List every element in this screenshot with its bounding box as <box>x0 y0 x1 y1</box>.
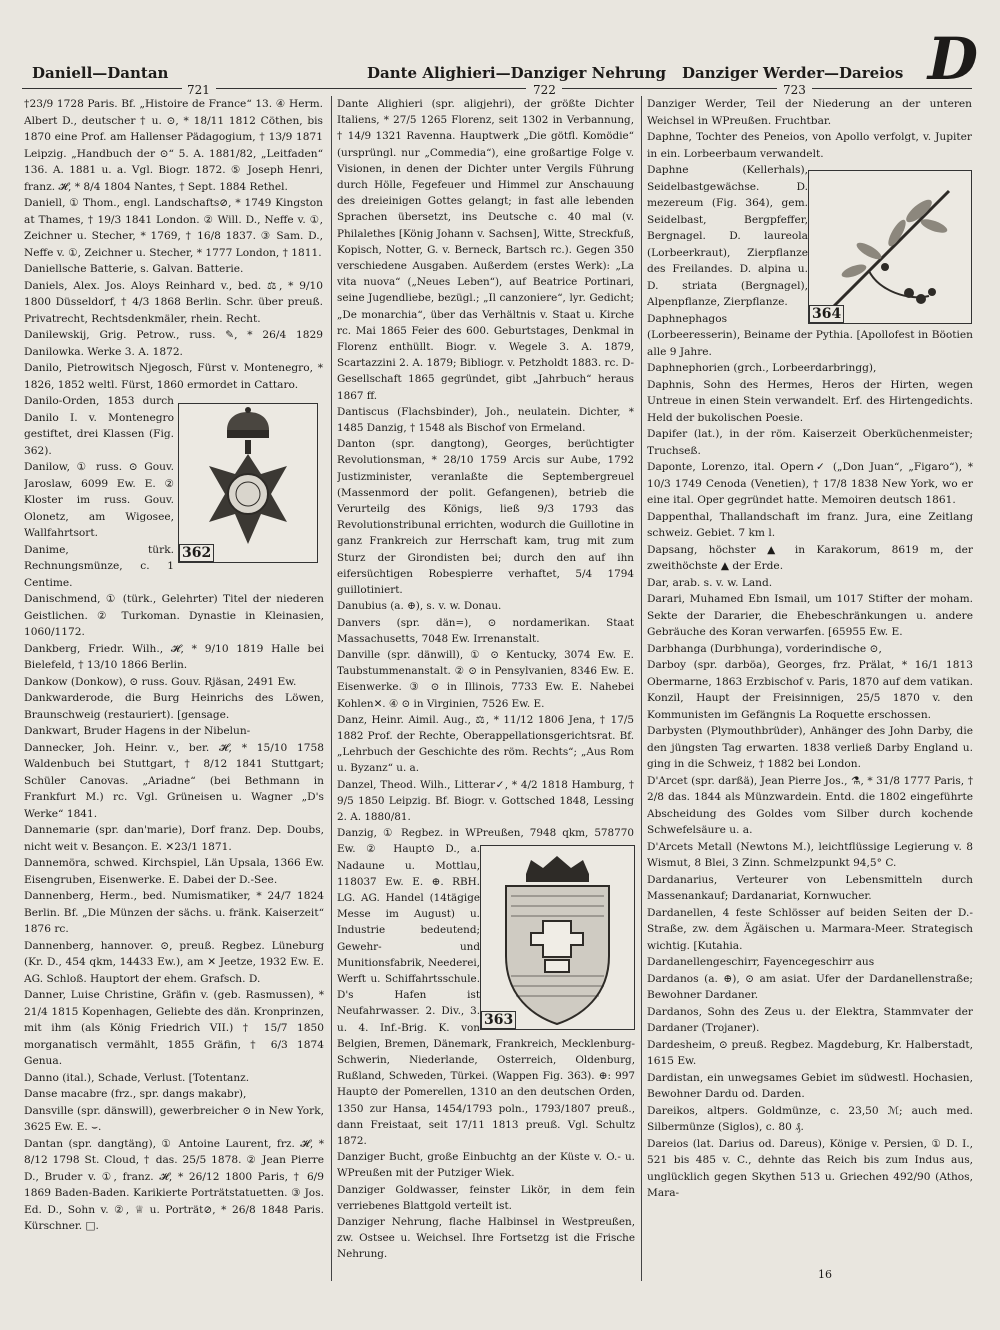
dictionary-entry: Daphnis, Sohn des Hermes, Heros der Hirten, wegen Untreue in einen Stein verwandelt. Erf. des Hirtengedichts. Held der bukolischen Poesie. <box>647 378 973 424</box>
page-number-center: 722 <box>533 83 556 97</box>
dictionary-entry: Dapsang, höchster ▲ in Karakorum, 8619 m, der zweithöchste ▲ der Erde. <box>647 543 973 572</box>
dictionary-entry: Danzel, Theod. Wilh., Litterar✓, * 4/2 1818 Hamburg, † 9/5 1850 Leipzig. Bf. Biogr. v. Gottsched 1848, Lessing 2. A. 1880/81. <box>337 778 634 823</box>
dictionary-entry: Dantiscus (Flachsbinder), Joh., neulatein. Dichter, * 1485 Danzig, † 1548 als Bischof von Ermeland. <box>337 405 634 435</box>
figure-362-order-cross <box>178 403 318 563</box>
dictionary-entry: Daniellsche Batterie, s. Galvan. Batterie. <box>24 263 244 275</box>
dictionary-entry: Daphnephagos (Lorbeeresserin), Beiname der Pythia. [Apollofest in Böotien alle 9 Jahre. <box>647 312 973 358</box>
dictionary-entry: Dareikos, altpers. Goldmünze, c. 23,50 ℳ; auch med. Silbermünze (Siglos), c. 80 ₰. <box>647 1104 973 1133</box>
dictionary-entry: Dardanarius, Verteurer von Lebensmitteln durch Massenankauf; Dardanariat, Kornwucher. <box>647 873 973 902</box>
figure-364-daphne-plant <box>808 170 972 324</box>
header-rule <box>812 88 972 89</box>
figure-363-danzig-arms <box>480 845 635 1030</box>
dictionary-entry: Daphnephorien (grch., Lorbeerdarbringg), <box>647 362 877 374</box>
dictionary-entry: Daphne (Kellerhals), Seidelbastgewächse. D. mezereum (Fig. 364), gem. Seidelbast, Bergpfeffer, Bergnagel. D. laureola (Lorbeerkraut), Zierpflanze des Freilandes. D. alpina u. D. striata (Bergnagel), Alpenpflanze, Zierpflanze. <box>647 164 808 308</box>
dictionary-entry: Darbysten (Plymouthbrüder), Anhänger des John Darby, die den jüngsten Tag erwarten. 1838 verließ Darby England u. ging in die Schweiz, † 1882 bei London. <box>647 725 973 770</box>
figure-offset <box>323 96 324 403</box>
dictionary-entry: Danton (spr. dangtong), Georges, berüchtigter Revolutionsman, * 28/10 1759 Arcis sur Aube, 1792 Justizminister, veranlaßte die Septembergreuel (Massenmord der polit. Gefangenen), betrieb die Verurteilg des Königs, ließ 9/3 1793 das Revolutionstribunal errichten, wodurch die Guillotine in ganz Frankreich zur Herrschaft kam, trug mit zum Sturz der Girondisten bei; durch den auf ihn eifersüchtigen Robespierre verhaftet, 5/4 1794 guillotiniert. <box>337 438 634 597</box>
header-rule <box>22 88 182 89</box>
column-divider <box>331 96 332 1281</box>
dictionary-entry: Dannemöra, schwed. Kirchspiel, Län Upsala, 1366 Ew. Eisengruben, Eisenwerke. E. Dabei der D.-See. <box>24 857 324 886</box>
figure-label: 364 <box>809 305 844 323</box>
dictionary-entry: Dankwart, Bruder Hagens in der Nibelun- <box>24 725 251 737</box>
dictionary-entry: Darbhanga (Durbhunga), vorderindische ⊙, <box>647 642 882 655</box>
page-number-left: 721 <box>187 83 210 97</box>
dictionary-entry: Dannenberg, Herm., bed. Numismatiker, * 24/7 1824 Berlin. Bf. „Die Münzen der sächs. u. fränk. Kaiserzeit“ 1876 rc. <box>24 890 324 935</box>
header-rule <box>216 88 526 89</box>
dictionary-entry: Dantan (spr. dangtäng), ① Antoine Laurent, frz. 𝓗, * 8/12 1798 St. Cloud, † das. 25/5 1878. ② Jean Pierre D., Bruder v. ①, franz. 𝓗, * 26/12 1800 Paris, † 6/9 1869 Baden-Baden. Karikierte Porträtstatuetten. ③ Jos. Ed. D., Sohn v. ②, ♕ u. Porträt⊘, * 26/8 1848 Paris. Kürschner. □. <box>24 1137 324 1232</box>
dictionary-entry: Dar, arab. s. v. w. Land. <box>647 576 773 589</box>
dictionary-entry: Daniels, Alex. Jos. Aloys Reinhard v., bed. ⚖, * 9/10 1800 Düsseldorf, † 4/3 1868 Berlin. Schr. über preuß. Privatrecht, Rechtsdenkmäler, rhein. Recht. <box>24 279 323 325</box>
dictionary-entry: Dansville (spr. dänswill), gewerbreicher ⊙ in New York, 3625 Ew. E. ⌣. <box>24 1104 324 1133</box>
dictionary-entry: Dardanellen, 4 feste Schlösser auf beiden Seiten der D.-Straße, zw. dem Ägäischen u. Marmara-Meer. Strategisch wichtig. [Kutahia. <box>647 906 973 952</box>
dictionary-entry: Danime, türk. Rechnungsmünze, c. 1 Centime. <box>24 543 174 589</box>
dictionary-entry: Darari, Muhamed Ebn Ismail, um 1017 Stifter der moham. Sekte der Dararier, die Ehebeschränkungen u. andere Gebräuche des Koran verwarfen. [65955 Ew. E. <box>647 593 973 638</box>
dictionary-entry: Danilewskij, Grig. Petrow., russ. ✎, * 26/4 1829 Danilowka. Werke 3. A. 1872. <box>24 329 323 358</box>
coat-of-arms-icon <box>481 846 634 1029</box>
dictionary-entry: Danville (spr. dänwill), ① ⊙ Kentucky, 3074 Ew. E. Taubstummenanstalt. ② ⊙ in Pensylvanien, 8346 Ew. E. Eisenwerke. ③ ⊙ in Illinois, 7733 Ew. E. Nahebei Kohlen✕. ④ ⊙ in Virginien, 7526 Ew. E. <box>337 648 634 710</box>
page-number-right: 723 <box>783 83 806 97</box>
header-left: Daniell—Dantan <box>32 64 169 82</box>
header-right: Danziger Werder—Dareios <box>682 64 904 82</box>
dictionary-entry: Daniell, ① Thom., engl. Landschafts⊘, * 1749 Kingston at Thames, † 19/3 1841 London. ② Will. D., Neffe v. ①, Zeichner u. Stecher, * 1769, † 16/8 1837. ③ Sam. D., Neffe v. ①, Zeichner u. Stecher, * 1777 London, † 1811. <box>24 197 323 259</box>
header-center: Dante Alighieri—Danziger Nehrung <box>367 64 666 82</box>
dictionary-entry: Darboy (spr. darböa), Georges, frz. Prälat, * 16/1 1813 Obermarne, 1863 Erzbischof v. Paris, 1870 auf dem vatikan. Konzil, Haupt der Freisinnigen, 25/5 1870 v. den Kommunisten im Gefängnis La Roquette erschossen. <box>647 659 973 721</box>
dictionary-entry: Danziger Bucht, große Einbuchtg an der Küste v. O.- u. WPreußen mit der Putziger Wiek. <box>337 1151 635 1180</box>
dictionary-entry: Danzig, ① Regbez. in WPreußen, 7948 qkm, 578770 Ew. ② Haupt⊙ D., a. Nadaune u. Mottlau, 118037 Ew. E. ⊕. RBH. LG. AG. Handel (14tägige Messe im August) u. Industrie bedeutend; Gewehr- und Munitionsfabrik, Neederei, Werft u. Schiffahrtsschule. D's Hafen ist Neufahrwasser. 2. Div., 3. u. 4. Inf.-Brig. K. von Belgien, Bremen, Dänemark, Frankreich, Mecklenburg-Schwerin, Niederlande, Osterreich, Oldenburg, Rußland, Schweden, Türkei. (Wappen Fig. 363). ⊕: 997 Haupt⊙ der Pomerellen, 1310 an den deutschen Orden, 1350 zur Hansa, 1454/1793 poln., 1793/1807 preuß., dann Freistaat, seit 17/11 1813 preuß. Vgl. Schultz 1872. <box>337 827 635 1147</box>
dictionary-entry: Danz, Heinr. Aimil. Aug., ⚖, * 11/12 1806 Jena, † 17/5 1882 Prof. der Rechte, Oberappellationsgerichtsrat. Bf. „Lehrbuch der Geschichte des röm. Rechts“; „Aus Rom u. Byzanz“ u. a. <box>337 713 634 775</box>
dictionary-entry: Daponte, Lorenzo, ital. Opern✓ („Don Juan“, „Figaro“), * 10/3 1749 Cenoda (Venetien), † 17/8 1838 New York, wo er eine ital. Oper gegründet hatte. Memoiren deutsch 1861. <box>647 461 973 506</box>
dictionary-entry: Danilo, Pietrowitsch Njegosch, Fürst v. Montenegro, * 1826, 1852 weltl. Fürst, 1860 ermordet in Cattaro. <box>24 362 323 391</box>
section-letter: D <box>927 25 978 93</box>
figure-offset <box>634 96 635 845</box>
dictionary-entry: Danziger Werder, Teil der Niederung an der unteren Weichsel in WPreußen. Fruchtbar. <box>647 98 972 127</box>
dictionary-entry: Danner, Luise Christine, Gräfin v. (geb. Rasmussen), * 21/4 1815 Kopenhagen, Geliebte des dän. Kronprinzen, mit ihm (als König Friedrich VII.) † 15/7 1850 morganatisch vermählt, 1855 Gräfin, † 6/3 1874 Genua. <box>24 989 324 1067</box>
dictionary-entry: Danse macabre (frz., spr. dangs makabr), <box>24 1088 247 1100</box>
dictionary-entry: Dareios (lat. Darius od. Dareus), Könige v. Persien, ① D. I., 521 bis 485 v. C., dehnte das Reich bis zum Indus aus, unglücklich gegen Skythen 513 u. Griechen 492/90 (Athos, Mara- <box>647 1137 973 1199</box>
dictionary-entry: D'Arcet (spr. darßä), Jean Pierre Jos., ⚗, * 31/8 1777 Paris, † 2/8 das. 1844 als Münzwardein. Entd. die 1802 eingeführte Abscheidung des Goldes vom Silber durch kochende Schwefelsäure u. a. <box>647 774 973 836</box>
column-1 <box>24 96 324 1235</box>
dictionary-entry: Daphne, Tochter des Peneios, von Apollo verfolgt, v. Jupiter in ein. Lorbeerbaum verwandelt. <box>647 131 972 160</box>
dictionary-entry: Dardesheim, ⊙ preuß. Regbez. Magdeburg, Kr. Halberstadt, 1615 Ew. <box>647 1038 973 1067</box>
dictionary-entry: Dardanellengeschirr, Fayencegeschirr aus <box>647 956 875 968</box>
dictionary-entry: Danubius (a. ⊕), s. v. w. Donau. <box>337 600 502 613</box>
dictionary-entry: Dapifer (lat.), in der röm. Kaiserzeit Oberküchenmeister; Truchseß. <box>647 428 973 457</box>
dictionary-entry: Dante Alighieri (spr. aligjehri), der größte Dichter Italiens, * 27/5 1265 Florenz, seit 1302 in Verbannung, † 14/9 1321 Ravenna. Hauptwerk „Die götfl. Komödie“ (ursprüngl. nur „Commedia“), eine großartige Folge v. Visionen, in denen der Dichter unter Vergils Führung durch Hölle, Fegefeuer und Himmel zur Anschauung des dreieinigen Gottes gelangt; in fast alle lebenden Sprachen übersetzt, ins Deutsche c. 40 mal (v. Philalethes [König Johann v. Sachsen], Witte, Streckfuß, Kopisch, Notter, G. v. Berneck, Bartsch rc.). Gegen 350 verschiedene Ausgaben. Außerdem (erstes Werk): „La vita nuova“ („Neues Leben“), auf Beatrice Portinari, seine Jugendliebe, bezügl.; „Il canzoniere“, lyr. Gedicht; „De monarchia“, über das Verhältnis v. Staat u. Kirche rc. Mai 1865 Feier des 600. Geburtstages, Denkmal in Florenz enthüllt. Biogr. v. Wegele 3. A. 1879, Scartazzini 2. A. 1879; Bibliogr. v. Petzholdt 1883. rc. D-Gesellschaft 1865 gegründet, gibt „Jahrbuch“ heraus 1867 ff. <box>337 98 634 402</box>
dictionary-entry: Danischmend, ① (türk., Gelehrter) Titel der niederen Geistlichen. ② Turkoman. Dynastie in Kleinasien, 1060/1172. <box>24 593 324 638</box>
dictionary-entry: Danziger Goldwasser, feinster Likör, in dem fein verriebenes Blattgold verteilt ist. <box>337 1183 635 1212</box>
figure-label: 362 <box>179 544 214 562</box>
dictionary-entry: Danilow, ① russ. ⊙ Gouv. Jaroslaw, 6099 Ew. E. ② Kloster im russ. Gouv. Olonetz, am Wigosee, Wallfahrtsort. <box>24 461 174 539</box>
dictionary-entry: Dannemarie (spr. dan'marie), Dorf franz. Dep. Doubs, nicht weit v. Besançon. E. ✕23/1 1871. <box>24 824 324 853</box>
dictionary-entry: Dankberg, Friedr. Wilh., 𝓗, * 9/10 1819 Halle bei Bielefeld, † 13/10 1866 Berlin. <box>24 642 324 671</box>
column-divider <box>641 96 642 1281</box>
dictionary-entry: D'Arcets Metall (Newtons M.), leichtflüssige Legierung v. 8 Wismut, 8 Blei, 3 Zinn. Schmelzpunkt 94,5° C. <box>647 840 973 869</box>
dictionary-entry: Dardanos (a. ⊕), ⊙ am asiat. Ufer der Dardanellenstraße; Bewohner Dardaner. <box>647 972 973 1001</box>
dictionary-entry: Dankwarderode, die Burg Heinrichs des Löwen, Braunschweig (restauriert). [gensage. <box>24 692 324 721</box>
plant-branch-icon <box>809 171 971 323</box>
figure-offset <box>972 96 973 170</box>
dictionary-entry: Dappenthal, Thallandschaft im franz. Jura, eine Zeitlang schweiz. Gebiet. 7 km l. <box>647 510 973 539</box>
dictionary-entry: Dankow (Donkow), ⊙ russ. Gouv. Rjäsan, 2491 Ew. <box>24 675 297 688</box>
signature-mark: 16 <box>818 1268 832 1281</box>
dictionary-entry: Dardanos, Sohn des Zeus u. der Elektra, Stammvater der Dardaner (Trojaner). <box>647 1005 973 1034</box>
dictionary-entry: Danziger Nehrung, flache Halbinsel in Westpreußen, zw. Ostsee u. Weichsel. Ihre Fortsetzg ist die Frische Nehrung. <box>337 1216 635 1261</box>
dictionary-entry: Dannenberg, hannover. ⊙, preuß. Regbez. Lüneburg (Kr. D., 454 qkm, 14433 Ew.), am ✕ Jeetze, 1932 Ew. E. AG. Schloß. Hauptort der ehem. Grafsch. D. <box>24 939 324 985</box>
dictionary-entry: Danilo-Orden, 1853 durch Danilo I. v. Montenegro gestiftet, drei Klassen (Fig. 362). <box>24 395 174 457</box>
order-cross-icon <box>179 404 317 562</box>
page-header <box>22 58 982 82</box>
figure-label: 363 <box>481 1011 516 1029</box>
dictionary-entry: Dannecker, Joh. Heinr. v., ber. 𝓗, * 15/10 1758 Waldenbuch bei Stuttgart, † 8/12 1841 Stuttgart; Schüler Canovas. „Ariadne“ (bei Bethmann in Frankfurt M.) rc. Vgl. Grüneisen u. Wagner „D's Werke“ 1841. <box>24 741 324 820</box>
dictionary-entry: Danno (ital.), Schade, Verlust. [Totentanz. <box>24 1071 250 1084</box>
dictionary-entry: †23/9 1728 Paris. Bf. „Histoire de France“ 13. ④ Herm. Albert D., deutscher † u. ⊙, * 18/11 1812 Cöthen, bis 1870 eine Prof. am Hallenser Pädagogium, † 13/9 1871 Leipzig. „Handbuch der ⊙“ 5. A. 1881/82, „Leitfaden“ 136. A. 1881 u. a. Vgl. Biogr. 1872. ⑤ Joseph Henri, franz. 𝓗, * 8/4 1804 Nantes, † Sept. 1884 Rethel. <box>24 98 323 193</box>
dictionary-entry: Danvers (spr. dän=), ⊙ nordamerikan. Staat Massachusetts, 7048 Ew. Irrenanstalt. <box>337 616 634 645</box>
dictionary-entry: Dardistan, ein unwegsames Gebiet im südwestl. Hochasien, Bewohner Dardu od. Darden. <box>647 1071 973 1100</box>
column-2 <box>337 96 635 1263</box>
header-rule <box>562 88 777 89</box>
